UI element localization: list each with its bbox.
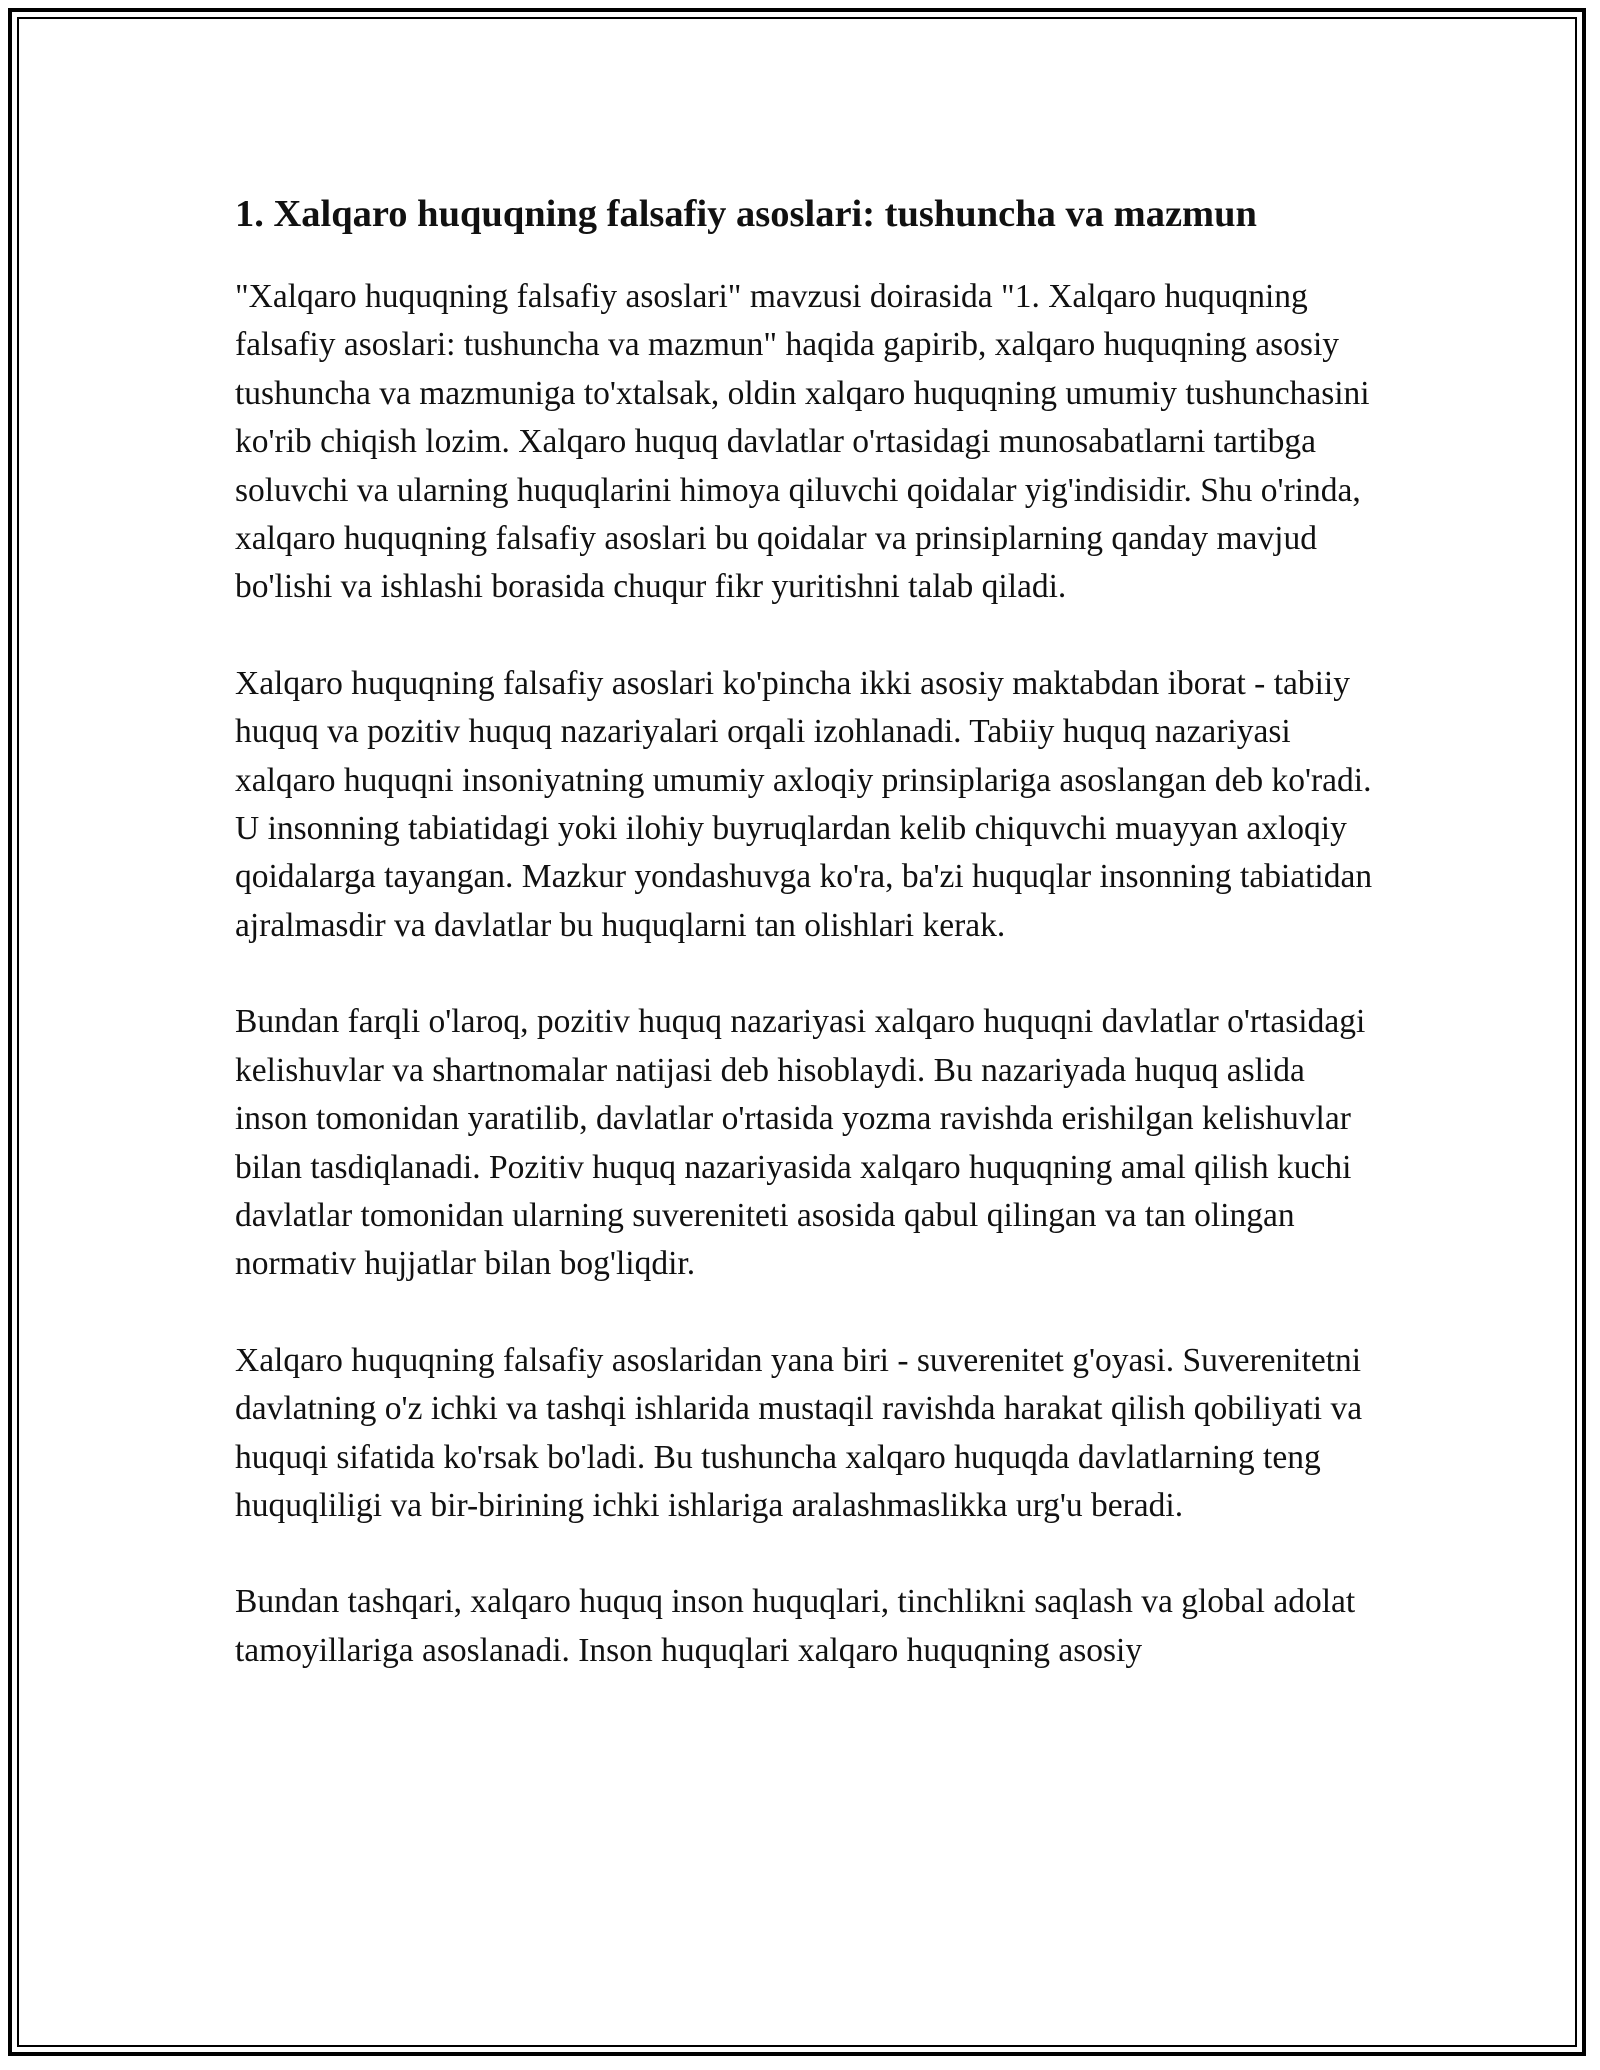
- page-title: 1. Xalqaro huquqning falsafiy asoslari: tushuncha va mazmun: [235, 193, 1257, 235]
- paragraph-5: Bundan tashqari, xalqaro huquq inson huquqlari, tinchlikni saqlash va global adolat tamoyillariga asoslanadi. Inson huquqlari xalqaro huquqning asosiy: [235, 1583, 1356, 1669]
- paragraph-2: Xalqaro huquqning falsafiy asoslari ko'pincha ikki asosiy maktabdan iborat - tabiiy huquq va pozitiv huquq nazariyalari orqali izohlanadi. Tabiiy huquq nazariyasi xalqaro huquqni insoniyatning umumiy axloqiy prinsiplariga asoslangan deb ko'radi. U insonning tabiatidagi yoki ilohiy buyruqlardan kelib chiquvchi muayyan axloqiy qoidalarga tayangan. Mazkur yondashuvga ko'ra, ba'zi huquqlar insonning tabiatidan ajralmasdir va davlatlar bu huquqlarni tan olishlari kerak.: [235, 664, 1373, 944]
- paragraph-1: "Xalqaro huquqning falsafiy asoslari" mavzusi doirasida "1. Xalqaro huquqning falsafiy asoslari: tushuncha va mazmun" haqida gapirib, xalqaro huquqning asosiy tushuncha va mazmuniga to'xtalsak, oldin xalqaro huquqning umumiy tushunchasini ko'rib chiqish lozim. Xalqaro huquq davlatlar o'rtasidagi munosabatlarni tartibga soluvchi va ularning huquqlarini himoya qiluvchi qoidalar yig'indisidir. Shu o'rinda, xalqaro huquqning falsafiy asoslari bu qoidalar va prinsiplarning qanday mavjud bo'lishi va ishlashi borasida chuqur fikr yuritishni talab qiladi.: [235, 278, 1370, 606]
- paragraph-3: Bundan farqli o'laroq, pozitiv huquq nazariyasi xalqaro huquqni davlatlar o'rtasidagi kelishuvlar va shartnomalar natijasi deb hisoblaydi. Bu nazariyada huquq aslida inson tomonidan yaratilib, davlatlar o'rtasida yozma ravishda erishilgan kelishuvlar bilan tasdiqlanadi. Pozitiv huquq nazariyasida xalqaro huquqning amal qilish kuchi davlatlar tomonidan ularning suvereniteti asosida qabul qilingan va tan olingan normativ hujjatlar bilan bog'liqdir.: [235, 1003, 1366, 1283]
- paragraph-4: Xalqaro huquqning falsafiy asoslaridan yana biri - suverenitet g'oyasi. Suverenitetni davlatning o'z ichki va tashqi ishlarida mustaqil ravishda harakat qilish qobiliyati va huquqi sifatida ko'rsak bo'ladi. Bu tushuncha xalqaro huquqda davlatlarning teng huquqliligi va bir-birining ichki ishlariga aralashmaslikka urg'u beradi.: [235, 1341, 1363, 1524]
- document-body: [235, 185, 1375, 1723]
